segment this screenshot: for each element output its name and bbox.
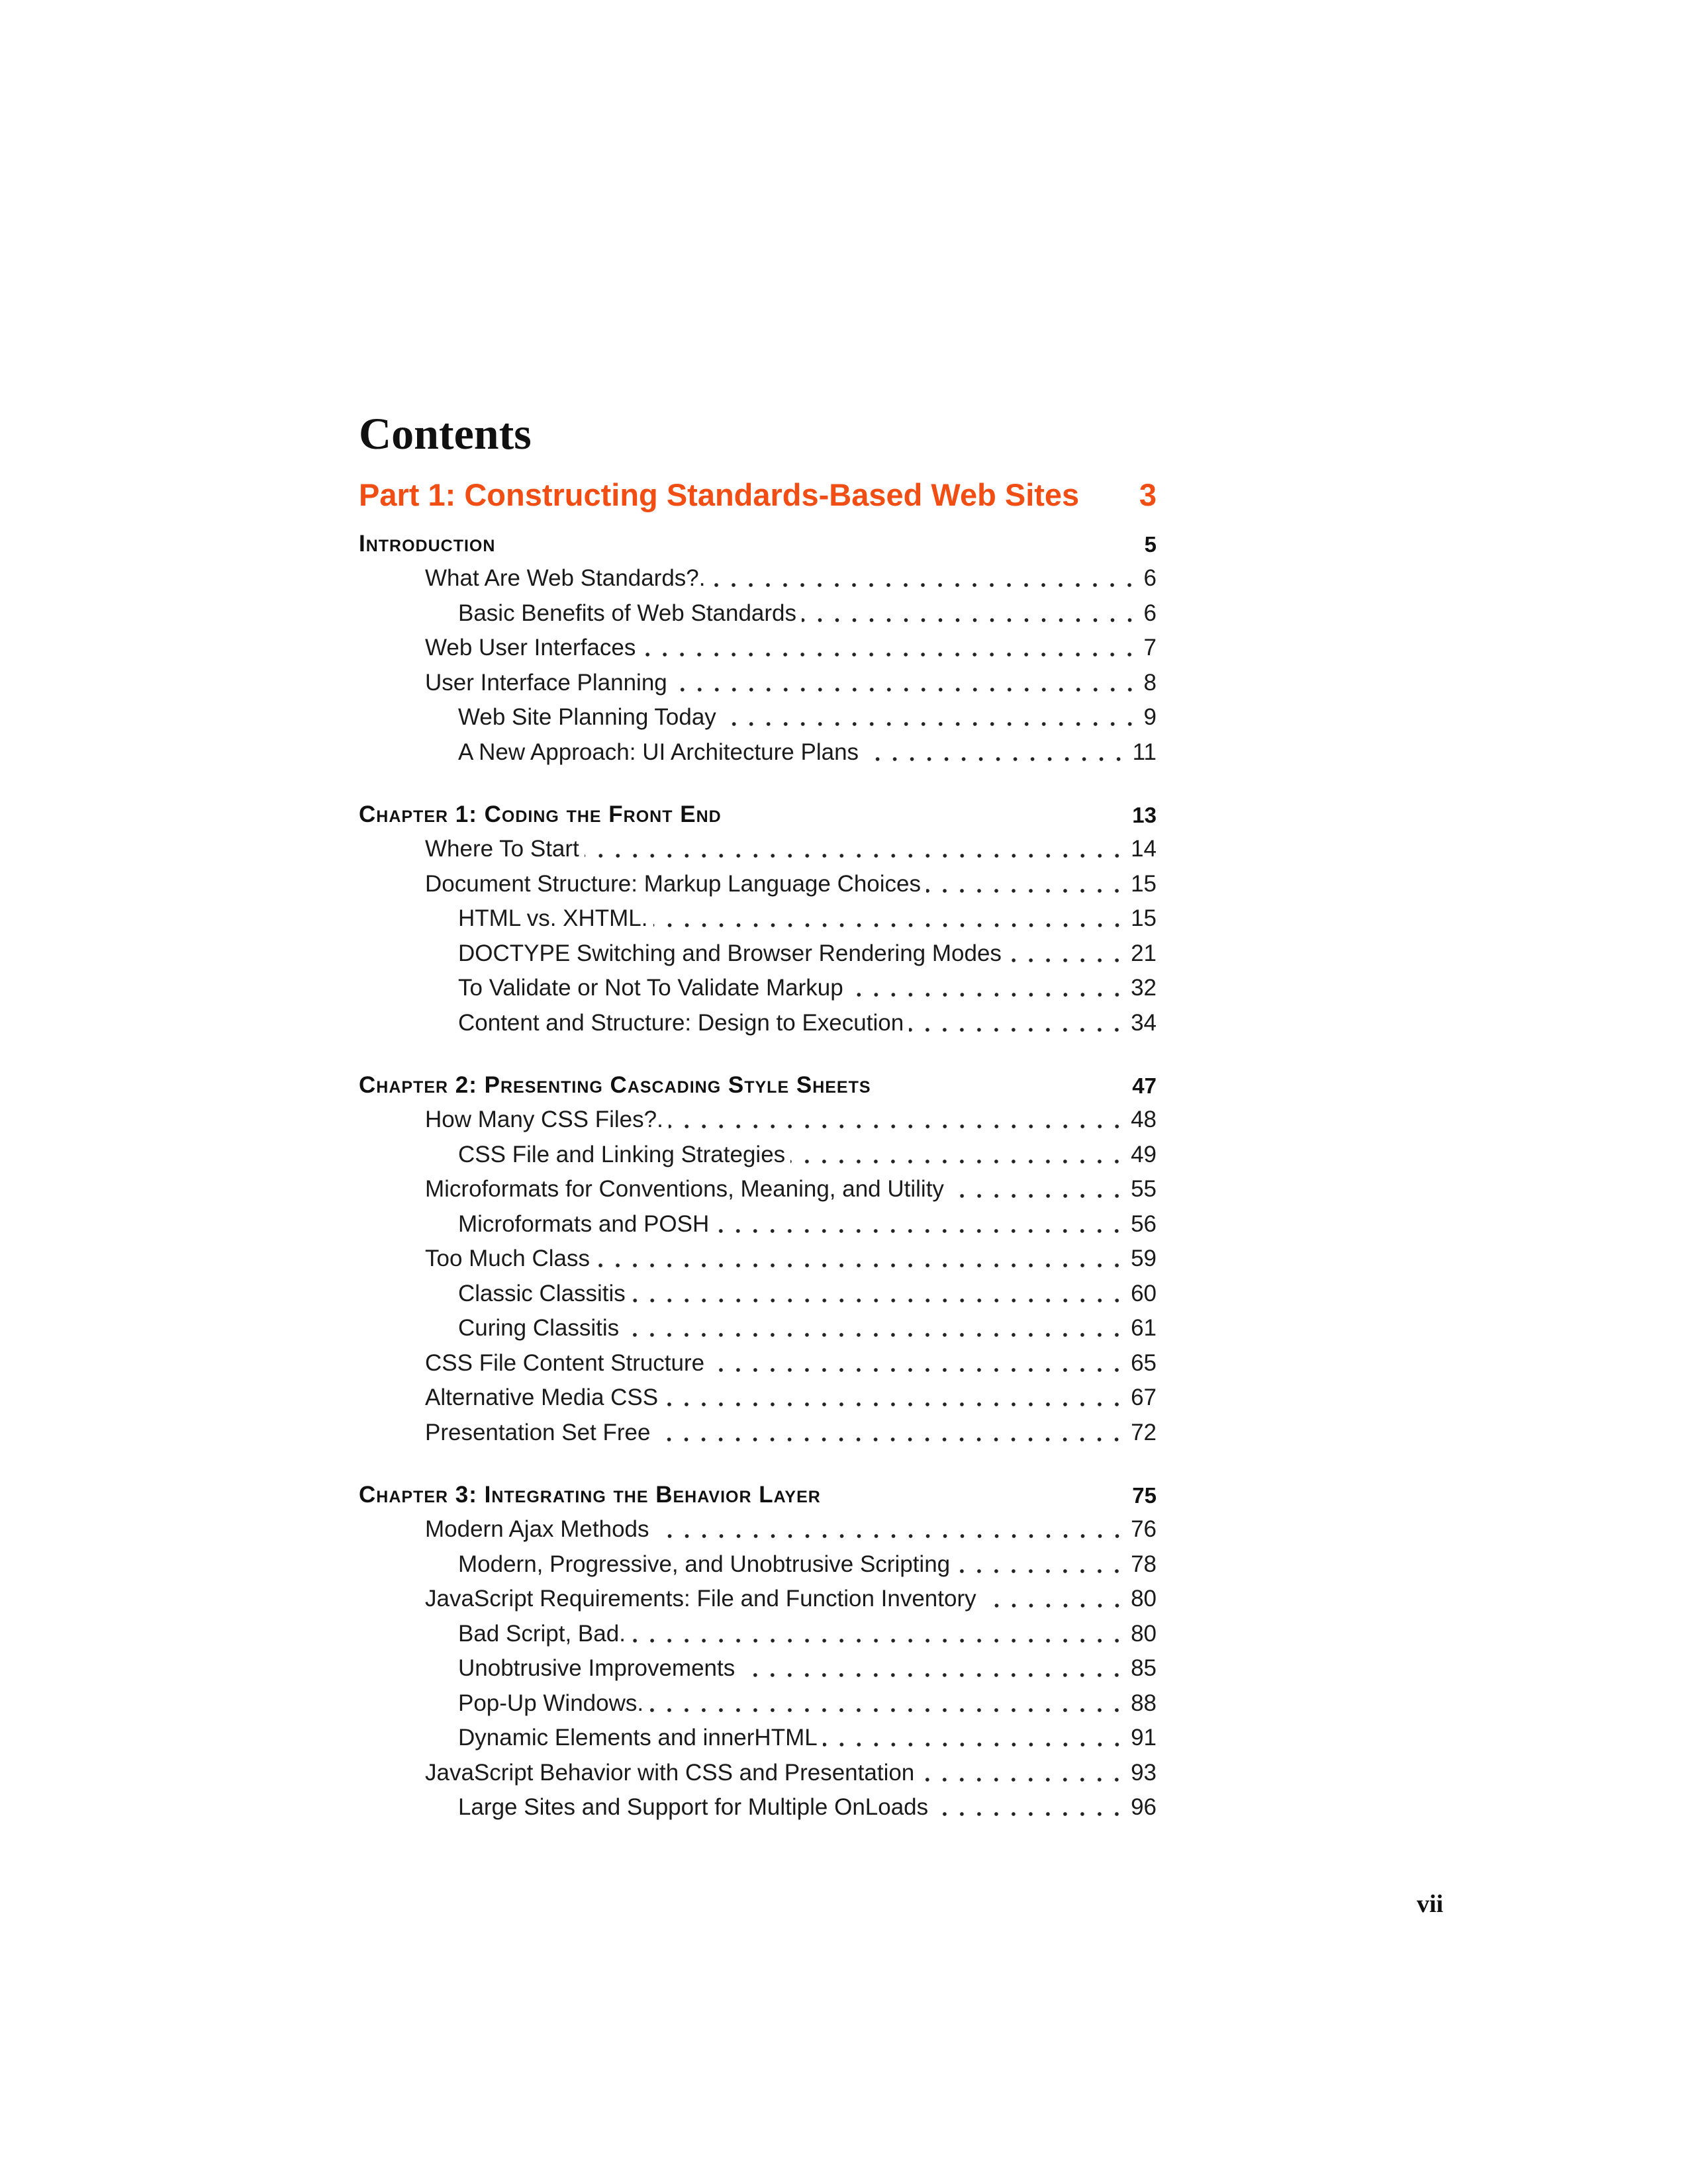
chapter-page-number: 75 <box>1132 1483 1157 1508</box>
toc-entry-page-number: 96 <box>1131 1794 1157 1821</box>
dot-leader <box>714 1229 1125 1233</box>
dot-leader <box>920 1778 1125 1782</box>
dot-leader <box>909 1028 1125 1032</box>
chapter-page-number: 5 <box>1144 532 1157 557</box>
toc-entry[interactable] <box>359 1006 1157 1041</box>
toc-entry-page-number: 80 <box>1131 1586 1157 1612</box>
toc-entry-label: Classic Classitis <box>458 1280 626 1306</box>
toc-entry[interactable] <box>359 1790 1157 1825</box>
toc-entry[interactable] <box>359 700 1157 735</box>
toc-entry[interactable] <box>359 1512 1157 1547</box>
toc-entry[interactable] <box>359 1686 1157 1721</box>
toc-entry[interactable] <box>359 867 1157 902</box>
toc-entry[interactable] <box>359 735 1157 770</box>
toc-entry-page-number: 56 <box>1131 1210 1157 1237</box>
toc-entry-label: JavaScript Behavior with CSS and Presentation <box>425 1759 915 1786</box>
toc-chapter <box>359 1064 1157 1450</box>
toc-entry[interactable] <box>359 901 1157 936</box>
toc-entry-label: What Are Web Standards?. <box>425 565 706 592</box>
toc-entry-label: Where To Start <box>425 836 579 862</box>
toc-entry-label: Too Much Class <box>425 1246 590 1272</box>
toc-entry-label: Alternative Media CSS <box>425 1385 659 1411</box>
toc-entry-label: Curing Classitis <box>458 1315 620 1342</box>
toc-entry-page-number: 32 <box>1131 975 1157 1001</box>
toc-entry-label: User Interface Planning <box>425 669 667 696</box>
dot-leader <box>949 1194 1125 1198</box>
toc-entry-page-number: 93 <box>1131 1759 1157 1786</box>
page-title: Contents <box>359 408 532 459</box>
dot-leader <box>710 1368 1125 1372</box>
toc-entry-label: To Validate or Not To Validate Markup <box>458 975 843 1001</box>
dot-leader <box>631 1298 1125 1302</box>
toc-entry-label: Large Sites and Support for Multiple OnLoads <box>458 1794 929 1821</box>
toc-entry-page-number: 80 <box>1131 1620 1157 1647</box>
dot-leader <box>669 1124 1125 1128</box>
toc-entry-page-number: 7 <box>1143 635 1157 661</box>
dot-leader <box>722 722 1139 726</box>
dot-leader <box>710 583 1138 587</box>
chapter-title: Introduction <box>359 531 496 557</box>
dot-leader <box>849 993 1125 997</box>
part-heading <box>359 471 1157 518</box>
toc-entry[interactable] <box>359 1311 1157 1346</box>
toc-chapter <box>359 1474 1157 1825</box>
toc-chapter <box>359 523 1157 770</box>
toc-entry-label: HTML vs. XHTML. <box>458 905 648 932</box>
toc-entry-page-number: 11 <box>1132 739 1157 765</box>
toc-entry[interactable] <box>359 1617 1157 1652</box>
toc-entry-page-number: 65 <box>1131 1349 1157 1376</box>
toc-entry[interactable] <box>359 1381 1157 1416</box>
dot-leader <box>802 618 1139 622</box>
dot-leader <box>653 923 1126 927</box>
dot-leader <box>655 1534 1126 1538</box>
toc-entry[interactable] <box>359 1582 1157 1617</box>
toc-entry[interactable] <box>359 1207 1157 1242</box>
table-of-contents <box>359 523 1157 1849</box>
toc-entry-label: Dynamic Elements and innerHTML <box>458 1725 818 1751</box>
dot-leader <box>823 1743 1125 1747</box>
toc-entry[interactable] <box>359 1416 1157 1451</box>
toc-entry-label: Bad Script, Bad. <box>458 1620 626 1647</box>
toc-entry[interactable] <box>359 561 1157 596</box>
toc-entry-label: Unobtrusive Improvements <box>458 1655 735 1682</box>
toc-entry-page-number: 78 <box>1131 1551 1157 1577</box>
toc-entry-page-number: 21 <box>1131 940 1157 966</box>
toc-entry-page-number: 61 <box>1131 1315 1157 1342</box>
dot-leader <box>1007 958 1125 962</box>
dot-leader <box>926 889 1125 893</box>
chapter-heading[interactable] <box>359 1474 1157 1512</box>
dot-leader <box>641 653 1138 657</box>
dot-leader <box>624 1333 1125 1337</box>
toc-entry-page-number: 15 <box>1131 905 1157 932</box>
toc-entry-label: Basic Benefits of Web Standards <box>458 600 797 626</box>
toc-entry-label: Web User Interfaces <box>425 635 636 661</box>
toc-entry[interactable] <box>359 1172 1157 1207</box>
toc-entry-page-number: 15 <box>1131 870 1157 897</box>
dot-leader <box>982 1604 1125 1608</box>
toc-entry[interactable] <box>359 666 1157 701</box>
toc-entry-label: Pop-Up Windows. <box>458 1690 644 1716</box>
toc-entry-page-number: 34 <box>1131 1009 1157 1036</box>
toc-entry-page-number: 59 <box>1131 1246 1157 1272</box>
toc-entry[interactable] <box>359 971 1157 1006</box>
chapter-title: Chapter 1: Coding the Front End <box>359 801 722 827</box>
toc-entry-label: A New Approach: UI Architecture Plans <box>458 739 859 765</box>
dot-leader <box>955 1569 1125 1573</box>
toc-entry-label: Modern Ajax Methods <box>425 1516 649 1543</box>
toc-entry-label: How Many CSS Files?. <box>425 1107 663 1133</box>
toc-entry-label: DOCTYPE Switching and Browser Rendering Modes <box>458 940 1002 966</box>
toc-entry[interactable] <box>359 1103 1157 1138</box>
toc-entry[interactable] <box>359 1242 1157 1277</box>
part-title: Part 1: Constructing Standards-Based Web Sites <box>359 477 1080 512</box>
toc-entry-page-number: 72 <box>1131 1419 1157 1445</box>
dot-leader <box>585 854 1125 858</box>
part-page-number: 3 <box>1139 477 1157 512</box>
chapter-title: Chapter 2: Presenting Cascading Style Sheets <box>359 1072 871 1098</box>
toc-entry-label: Presentation Set Free <box>425 1419 651 1445</box>
dot-leader <box>595 1263 1125 1267</box>
toc-entry-page-number: 9 <box>1143 704 1157 731</box>
toc-entry-page-number: 6 <box>1143 600 1157 626</box>
toc-entry-label: Document Structure: Markup Language Choices <box>425 870 922 897</box>
dot-leader <box>790 1160 1125 1163</box>
toc-entry[interactable] <box>359 596 1157 631</box>
toc-entry-label: CSS File and Linking Strategies <box>458 1141 786 1167</box>
chapter-heading[interactable] <box>359 1064 1157 1103</box>
toc-entry-page-number: 55 <box>1131 1176 1157 1203</box>
toc-entry[interactable] <box>359 1346 1157 1381</box>
chapter-heading[interactable] <box>359 523 1157 561</box>
chapter-heading[interactable] <box>359 794 1157 832</box>
toc-entry-label: Content and Structure: Design to Execution <box>458 1009 904 1036</box>
dot-leader <box>740 1673 1125 1677</box>
dot-leader <box>649 1708 1125 1712</box>
toc-entry-page-number: 14 <box>1131 836 1157 862</box>
toc-entry-label: Microformats and POSH <box>458 1210 710 1237</box>
toc-entry-page-number: 6 <box>1143 565 1157 592</box>
toc-entry-label: JavaScript Requirements: File and Function Inventory <box>425 1586 976 1612</box>
toc-entry[interactable] <box>359 832 1157 867</box>
toc-entry[interactable] <box>359 1651 1157 1686</box>
toc-entry[interactable] <box>359 936 1157 972</box>
toc-entry-page-number: 88 <box>1131 1690 1157 1716</box>
chapter-title: Chapter 3: Integrating the Behavior Layer <box>359 1482 821 1508</box>
dot-leader <box>933 1812 1125 1816</box>
dot-leader <box>631 1639 1125 1643</box>
toc-entry-label: Microformats for Conventions, Meaning, and Utility <box>425 1176 944 1203</box>
toc-entry[interactable] <box>359 1547 1157 1582</box>
dot-leader <box>673 688 1139 692</box>
toc-entry-page-number: 91 <box>1131 1725 1157 1751</box>
toc-entry[interactable] <box>359 631 1157 666</box>
chapter-page-number: 47 <box>1132 1073 1157 1098</box>
toc-entry[interactable] <box>359 1721 1157 1756</box>
chapter-page-number: 13 <box>1132 803 1157 827</box>
dot-leader <box>663 1402 1125 1406</box>
toc-entry-page-number: 60 <box>1131 1280 1157 1306</box>
toc-entry[interactable] <box>359 1756 1157 1791</box>
toc-entry-label: Modern, Progressive, and Unobtrusive Scripting <box>458 1551 951 1577</box>
toc-entry-page-number: 8 <box>1143 669 1157 696</box>
toc-entry-page-number: 67 <box>1131 1385 1157 1411</box>
toc-entry-page-number: 85 <box>1131 1655 1157 1682</box>
toc-entry-page-number: 48 <box>1131 1107 1157 1133</box>
page-folio: vii <box>1417 1890 1444 1918</box>
dot-leader <box>864 757 1127 761</box>
toc-chapter <box>359 794 1157 1040</box>
toc-entry-label: CSS File Content Structure <box>425 1349 705 1376</box>
toc-entry-label: Web Site Planning Today <box>458 704 716 731</box>
toc-entry-page-number: 49 <box>1131 1141 1157 1167</box>
toc-entry[interactable] <box>359 1138 1157 1173</box>
dot-leader <box>655 1437 1125 1441</box>
toc-entry-page-number: 76 <box>1131 1516 1157 1543</box>
toc-entry[interactable] <box>359 1277 1157 1312</box>
